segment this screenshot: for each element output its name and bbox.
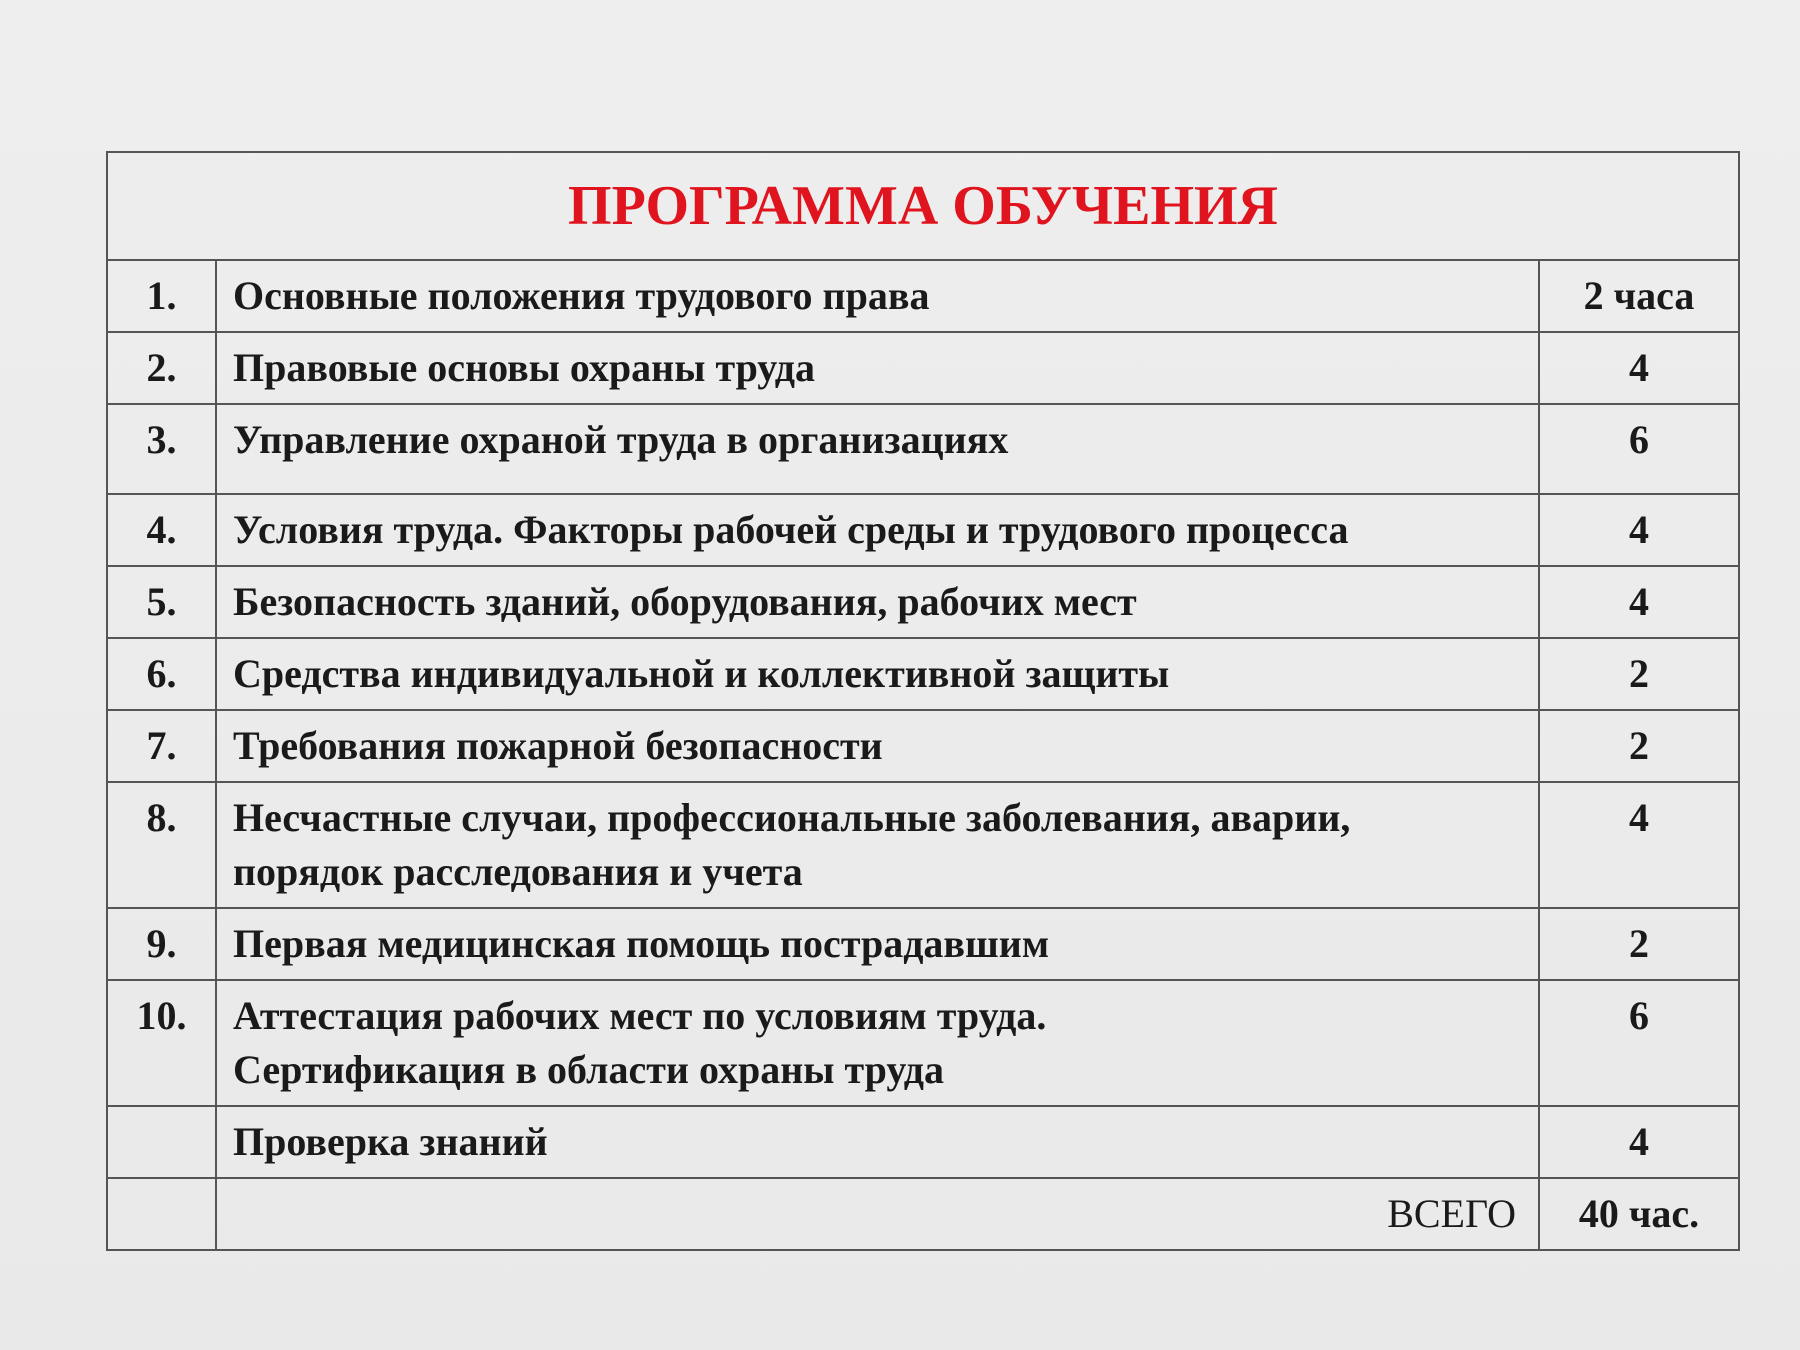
row-topic-line: Сертификация в области охраны труда bbox=[233, 1047, 945, 1092]
row-number: 10. bbox=[107, 980, 216, 1106]
row-number: 7. bbox=[107, 710, 216, 782]
training-program-table bbox=[106, 151, 1740, 1251]
row-topic: Правовые основы охраны труда bbox=[216, 332, 1539, 404]
row-topic: Проверка знаний bbox=[216, 1106, 1539, 1178]
row-topic bbox=[216, 980, 1539, 1106]
row-number: 3. bbox=[107, 404, 216, 494]
row-number: 6. bbox=[107, 638, 216, 710]
row-hours: 2 bbox=[1539, 908, 1739, 980]
row-topic-line: Аттестация рабочих мест по условиям труда. bbox=[233, 993, 1047, 1038]
row-topic: Первая медицинская помощь пострадавшим bbox=[216, 908, 1539, 980]
row-hours: 6 bbox=[1539, 980, 1739, 1106]
table-row bbox=[107, 332, 1739, 404]
table-row bbox=[107, 638, 1739, 710]
row-hours: 4 bbox=[1539, 332, 1739, 404]
row-topic-line: порядок расследования и учета bbox=[233, 849, 803, 894]
table-row bbox=[107, 980, 1739, 1106]
table-row bbox=[107, 1106, 1739, 1178]
row-number: 2. bbox=[107, 332, 216, 404]
row-topic: Управление охраной труда в организациях bbox=[216, 404, 1539, 494]
table-row bbox=[107, 710, 1739, 782]
row-hours: 4 bbox=[1539, 494, 1739, 566]
total-hours: 40 час. bbox=[1539, 1178, 1739, 1250]
table-row bbox=[107, 566, 1739, 638]
row-number: 4. bbox=[107, 494, 216, 566]
page-title: ПРОГРАММА ОБУЧЕНИЯ bbox=[107, 152, 1739, 260]
table-row bbox=[107, 260, 1739, 332]
row-topic-line: Несчастные случаи, профессиональные заболевания, аварии, bbox=[233, 795, 1351, 840]
row-number bbox=[107, 1106, 216, 1178]
row-number: 1. bbox=[107, 260, 216, 332]
row-number: 8. bbox=[107, 782, 216, 908]
table-title-row bbox=[107, 152, 1739, 260]
row-hours: 4 bbox=[1539, 782, 1739, 908]
row-topic bbox=[216, 782, 1539, 908]
row-hours: 2 часа bbox=[1539, 260, 1739, 332]
row-number: 9. bbox=[107, 908, 216, 980]
row-topic: Средства индивидуальной и коллективной защиты bbox=[216, 638, 1539, 710]
total-label: ВСЕГО bbox=[216, 1178, 1539, 1250]
row-topic: Основные положения трудового права bbox=[216, 260, 1539, 332]
row-topic: Безопасность зданий, оборудования, рабочих мест bbox=[216, 566, 1539, 638]
table-row bbox=[107, 494, 1739, 566]
row-topic: Требования пожарной безопасности bbox=[216, 710, 1539, 782]
row-number: 5. bbox=[107, 566, 216, 638]
table-row bbox=[107, 782, 1739, 908]
row-hours: 2 bbox=[1539, 638, 1739, 710]
row-hours: 4 bbox=[1539, 566, 1739, 638]
table-row bbox=[107, 404, 1739, 494]
row-hours: 6 bbox=[1539, 404, 1739, 494]
row-topic: Условия труда. Факторы рабочей среды и трудового процесса bbox=[216, 494, 1539, 566]
total-empty-cell bbox=[107, 1178, 216, 1250]
table-row bbox=[107, 908, 1739, 980]
row-hours: 2 bbox=[1539, 710, 1739, 782]
row-hours: 4 bbox=[1539, 1106, 1739, 1178]
total-row bbox=[107, 1178, 1739, 1250]
